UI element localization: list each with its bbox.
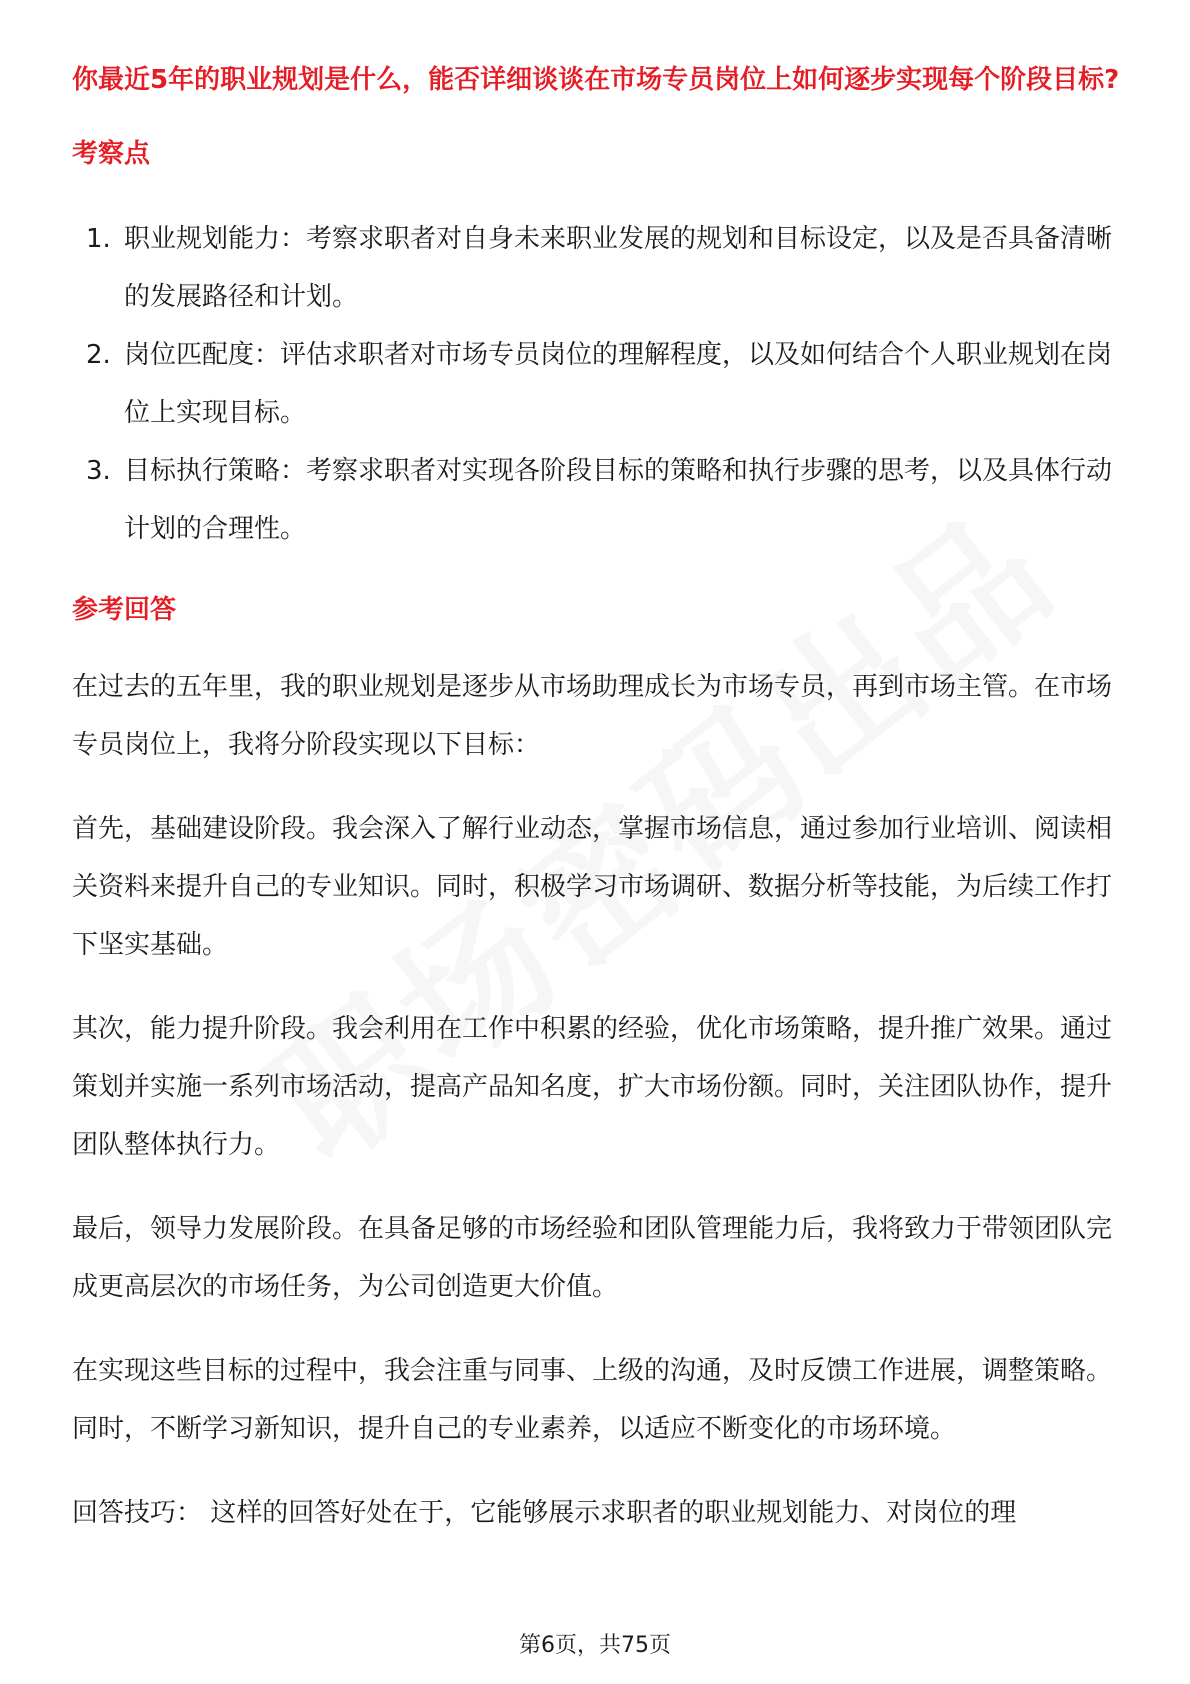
list-item xyxy=(72,326,1122,442)
page-footer: 第6页，共75页 xyxy=(519,1633,671,1658)
answer-section-title: 参考回答 xyxy=(72,595,177,625)
points-section-title: 考察点 xyxy=(72,139,151,169)
points-list xyxy=(72,210,1122,558)
answer-paragraph: 在过去的五年里，我的职业规划是逐步从市场助理成长为市场专员，再到市场主管。在市场专员岗位上，我将分阶段实现以下目标： xyxy=(72,672,1113,760)
answer-paragraph: 最后，领导力发展阶段。在具备足够的市场经验和团队管理能力后，我将致力于带领团队完成更高层次的市场任务，为公司创造更大价值。 xyxy=(72,1214,1113,1302)
list-item-number: 3. xyxy=(86,456,111,486)
document-page xyxy=(72,62,1122,1542)
list-item-number: 1. xyxy=(86,224,111,254)
list-item-text: 目标执行策略：考察求职者对实现各阶段目标的策略和执行步骤的思考，以及具体行动计划的合理性。 xyxy=(124,456,1113,544)
answer-paragraph: 其次，能力提升阶段。我会利用在工作中积累的经验，优化市场策略，提升推广效果。通过策划并实施一系列市场活动，提高产品知名度，扩大市场份额。同时，关注团队协作，提升团队整体执行力。 xyxy=(72,1014,1113,1160)
question-heading: 你最近5年的职业规划是什么，能否详细谈谈在市场专员岗位上如何逐步实现每个阶段目标? xyxy=(72,65,1120,95)
list-item-text: 岗位匹配度：评估求职者对市场专员岗位的理解程度，以及如何结合个人职业规划在岗位上实现目标。 xyxy=(124,340,1113,428)
list-item xyxy=(72,210,1122,326)
answer-tips-paragraph: 回答技巧： 这样的回答好处在于，它能够展示求职者的职业规划能力、对岗位的理 xyxy=(72,1498,1017,1528)
list-item-text: 职业规划能力：考察求职者对自身未来职业发展的规划和目标设定，以及是否具备清晰的发展路径和计划。 xyxy=(124,224,1113,312)
answer-paragraph: 首先，基础建设阶段。我会深入了解行业动态，掌握市场信息，通过参加行业培训、阅读相关资料来提升自己的专业知识。同时，积极学习市场调研、数据分析等技能，为后续工作打下坚实基础。 xyxy=(72,814,1113,960)
list-item-number: 2. xyxy=(86,340,111,370)
answer-paragraph: 在实现这些目标的过程中，我会注重与同事、上级的沟通，及时反馈工作进展，调整策略。同时，不断学习新知识，提升自己的专业素养，以适应不断变化的市场环境。 xyxy=(72,1356,1113,1444)
list-item xyxy=(72,442,1122,558)
